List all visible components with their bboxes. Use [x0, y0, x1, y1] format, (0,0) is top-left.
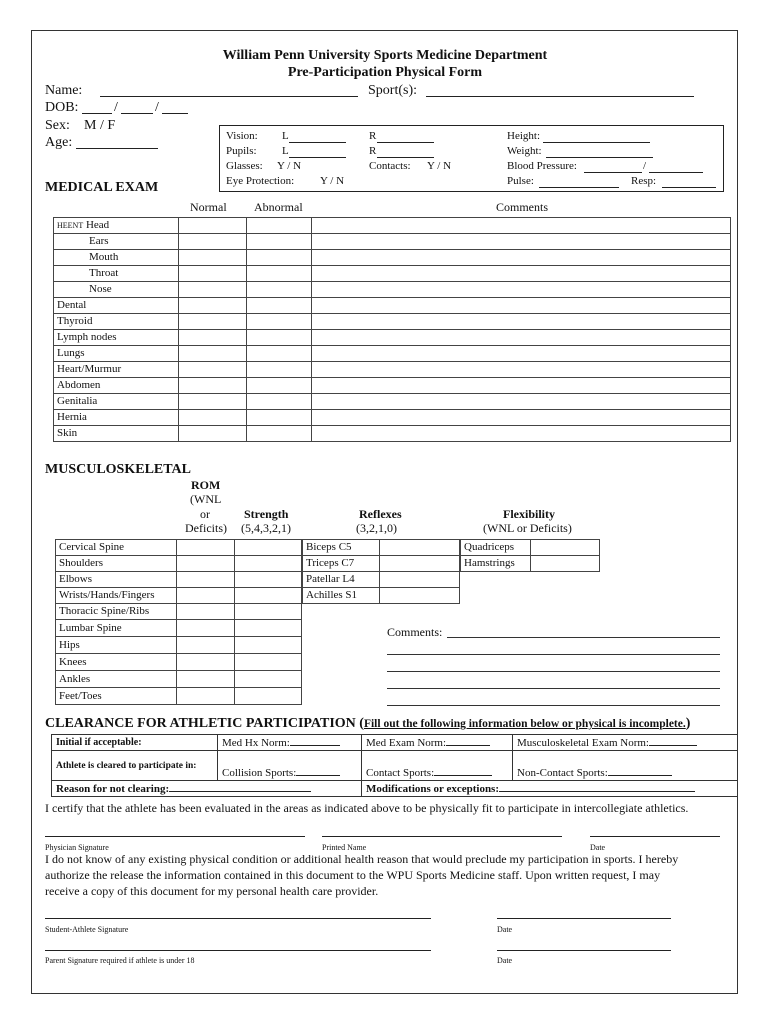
rom-head: ROM	[191, 478, 221, 492]
msk-exam-field[interactable]	[649, 736, 697, 746]
med-hx-label: Med Hx Norm:	[222, 737, 290, 749]
collision-sports[interactable]	[218, 751, 362, 781]
form-title-line2: Pre-Participation Physical Form	[287, 65, 483, 80]
reflex-cell[interactable]	[379, 588, 459, 604]
vision-right-field[interactable]	[377, 130, 434, 143]
table-row	[54, 378, 731, 394]
physician-sig-label: Physician Signature	[45, 843, 109, 852]
med-hx-norm[interactable]	[218, 735, 362, 751]
table-row	[56, 637, 302, 654]
exam-item-label: Abdomen	[57, 379, 101, 391]
non-contact-sports[interactable]	[513, 751, 738, 781]
reflex-head: Reflexes	[359, 507, 402, 521]
exam-normal-cell[interactable]	[179, 410, 247, 426]
pupils-label: Pupils:	[226, 145, 257, 157]
table-row	[56, 588, 302, 604]
table-row	[303, 556, 460, 572]
med-exam-norm[interactable]	[362, 735, 513, 751]
table-row	[54, 314, 731, 330]
rom-sub2: or	[200, 507, 210, 521]
contact-sports[interactable]	[362, 751, 513, 781]
strength-cell[interactable]	[235, 671, 302, 688]
pupils-right-label: R	[369, 145, 377, 157]
exam-normal-cell[interactable]	[179, 362, 247, 378]
exam-item-label: Head	[85, 219, 110, 231]
consent-line-3: receive a copy of this document for my personal health care provider.	[45, 884, 379, 898]
exam-normal-cell[interactable]	[179, 218, 247, 234]
med-hx-field[interactable]	[290, 736, 340, 746]
exam-comment-cell[interactable]	[312, 394, 731, 410]
exam-abnormal-cell[interactable]	[247, 426, 312, 442]
exam-item	[54, 410, 179, 426]
exam-abnormal-cell[interactable]	[247, 362, 312, 378]
exam-item-label: Thyroid	[57, 315, 93, 327]
flex-cell[interactable]	[530, 556, 599, 572]
pulse-label: Pulse:	[507, 175, 534, 187]
exam-normal-cell[interactable]	[179, 346, 247, 362]
student-date-label: Date	[497, 925, 513, 934]
parent-date-line[interactable]	[497, 950, 671, 951]
non-contact-label: Non-Contact Sports:	[517, 767, 608, 779]
vitals-box	[219, 125, 724, 192]
exam-comment-cell[interactable]	[312, 266, 731, 282]
physician-date-label: Date	[590, 843, 606, 852]
dob-day-field[interactable]	[121, 101, 153, 114]
table-row	[54, 330, 731, 346]
rom-sub1: (WNL	[190, 492, 222, 506]
table-row	[461, 556, 600, 572]
msk-comment-line-2[interactable]	[387, 654, 720, 655]
modifications-label: Modifications or exceptions:	[366, 783, 500, 795]
table-row	[56, 654, 302, 671]
table-row	[56, 688, 302, 705]
exam-normal-cell[interactable]	[179, 426, 247, 442]
rom-cell[interactable]	[176, 671, 235, 688]
printed-name-line[interactable]	[322, 836, 562, 837]
msk-title: MUSCULOSKELETAL	[45, 462, 191, 477]
msk-item-label: Thoracic Spine/Ribs	[56, 604, 177, 620]
dob-sep-1: /	[114, 100, 118, 115]
rom-cell[interactable]	[176, 620, 235, 637]
reflex-cell[interactable]	[379, 556, 459, 572]
reflex-label: Patellar L4	[303, 572, 380, 588]
rom-cell[interactable]	[176, 654, 235, 671]
parent-signature-line[interactable]	[45, 950, 431, 951]
exam-item	[54, 250, 179, 266]
vision-left-field[interactable]	[289, 130, 346, 143]
pupils-right-field[interactable]	[377, 145, 434, 158]
exam-item	[54, 394, 179, 410]
exam-item	[54, 330, 179, 346]
certify-text: I certify that the athlete has been evaluated in the areas as indicated above to be physically fit to participate in intercollegiate athletics.	[45, 801, 689, 815]
exam-abnormal-cell[interactable]	[247, 282, 312, 298]
clearance-title-close: )	[685, 716, 691, 731]
student-sig-label: Student-Athlete Signature	[45, 925, 129, 934]
collision-label: Collision Sports:	[222, 767, 297, 779]
exam-item-label: Throat	[89, 267, 119, 279]
age-field[interactable]	[76, 136, 158, 149]
exam-item-label: Dental	[57, 299, 87, 311]
name-field[interactable]	[100, 84, 358, 97]
exam-item	[54, 218, 179, 234]
col-comments: Comments	[496, 200, 549, 214]
exam-comment-cell[interactable]	[312, 298, 731, 314]
dob-sep-2: /	[155, 100, 159, 115]
consent-line-2: authorize the release the information contained in this document to the WPU Sports Medicine staff. Upon written request, I may	[45, 868, 661, 882]
msk-item-label: Wrists/Hands/Fingers	[56, 588, 177, 604]
msk-comment-line-3[interactable]	[387, 671, 720, 672]
msk-item-label: Shoulders	[56, 556, 177, 572]
glasses-label: Glasses:	[226, 160, 263, 172]
flex-cell[interactable]	[530, 540, 599, 556]
cleared-label: Athlete is cleared to participate in:	[52, 751, 218, 781]
table-row	[56, 572, 302, 588]
modifications-field[interactable]	[499, 782, 695, 792]
reflex-cell[interactable]	[379, 572, 459, 588]
clearance-note: Fill out the following information below or physical is incomplete.	[363, 718, 686, 730]
exam-normal-cell[interactable]	[179, 234, 247, 250]
reason-not-clearing[interactable]	[52, 781, 362, 797]
vision-label: Vision:	[226, 130, 258, 142]
strength-cell[interactable]	[235, 637, 302, 654]
table-row	[56, 540, 302, 556]
reflex-label: Triceps C7	[303, 556, 380, 572]
resp-label: Resp:	[631, 175, 657, 187]
strength-cell[interactable]	[235, 604, 302, 620]
rom-cell[interactable]	[176, 572, 235, 588]
dob-year-field[interactable]	[162, 101, 188, 114]
name-label: Name:	[45, 83, 83, 98]
exam-abnormal-cell[interactable]	[247, 298, 312, 314]
printed-name-label: Printed Name	[322, 843, 367, 852]
exam-item-label: Ears	[89, 235, 109, 247]
exam-item	[54, 426, 179, 442]
reason-field[interactable]	[169, 782, 311, 792]
exam-comment-cell[interactable]	[312, 250, 731, 266]
msk-item-label: Feet/Toes	[56, 688, 177, 705]
height-field[interactable]	[543, 130, 650, 143]
exam-abnormal-cell[interactable]	[247, 346, 312, 362]
exam-abnormal-cell[interactable]	[247, 218, 312, 234]
exam-normal-cell[interactable]	[179, 378, 247, 394]
sex-options[interactable]: M / F	[84, 118, 116, 133]
vision-right-label: R	[369, 130, 377, 142]
exam-item-label: Lymph nodes	[57, 331, 117, 343]
col-normal: Normal	[190, 200, 227, 214]
parent-date-label: Date	[497, 956, 513, 965]
msk-item-label: Cervical Spine	[56, 540, 177, 556]
reflex-sub: (3,2,1,0)	[356, 521, 397, 535]
table-row	[54, 394, 731, 410]
contacts-label: Contacts:	[369, 160, 411, 172]
exam-abnormal-cell[interactable]	[247, 234, 312, 250]
exam-item-label: Genitalia	[57, 395, 98, 407]
med-exam-label: Med Exam Norm:	[366, 737, 447, 749]
exam-abnormal-cell[interactable]	[247, 314, 312, 330]
exam-normal-cell[interactable]	[179, 282, 247, 298]
msk-comments-label: Comments:	[387, 625, 443, 639]
form-title-line1: William Penn University Sports Medicine Department	[222, 48, 548, 63]
contacts-options[interactable]: Y / N	[427, 160, 452, 172]
exam-abnormal-cell[interactable]	[247, 378, 312, 394]
exam-normal-cell[interactable]	[179, 298, 247, 314]
col-abnormal: Abnormal	[254, 200, 303, 214]
non-contact-field[interactable]	[608, 766, 672, 776]
strength-head: Strength	[244, 507, 289, 521]
strength-cell[interactable]	[235, 620, 302, 637]
exam-normal-cell[interactable]	[179, 250, 247, 266]
parent-sig-label: Parent Signature required if athlete is under 18	[45, 956, 195, 965]
table-row	[56, 620, 302, 637]
clearance-title	[45, 716, 690, 732]
rom-cell[interactable]	[176, 540, 235, 556]
reflex-table	[302, 539, 460, 604]
strength-sub: (5,4,3,2,1)	[241, 521, 291, 535]
age-label: Age:	[45, 135, 73, 150]
contact-label: Contact Sports:	[366, 767, 435, 779]
medical-exam-title: MEDICAL EXAM	[45, 180, 159, 195]
table-row	[54, 426, 731, 442]
rom-cell[interactable]	[176, 637, 235, 654]
exam-abnormal-cell[interactable]	[247, 394, 312, 410]
weight-field[interactable]	[546, 145, 653, 158]
exam-item-label: Mouth	[89, 251, 119, 263]
table-row	[54, 298, 731, 314]
reason-label: Reason for not clearing:	[56, 783, 170, 795]
msk-exam-label: Musculoskeletal Exam Norm:	[517, 737, 649, 749]
table-row	[54, 410, 731, 426]
exam-item-label: Skin	[57, 427, 78, 439]
table-row	[54, 250, 731, 266]
clearance-table	[51, 734, 738, 797]
bp-label: Blood Pressure:	[507, 160, 577, 172]
table-row	[54, 362, 731, 378]
table-row	[54, 218, 731, 234]
table-row	[303, 572, 460, 588]
table-row	[303, 540, 460, 556]
eye-protection-label: Eye Protection:	[226, 175, 295, 187]
exam-comment-cell[interactable]	[312, 314, 731, 330]
sport-field[interactable]	[426, 84, 694, 97]
modifications[interactable]	[362, 781, 738, 797]
table-row	[56, 556, 302, 572]
exam-normal-cell[interactable]	[179, 394, 247, 410]
glasses-options[interactable]: Y / N	[277, 160, 302, 172]
msk-item-label: Lumbar Spine	[56, 620, 177, 637]
table-row	[54, 346, 731, 362]
rom-cell[interactable]	[176, 556, 235, 572]
dob-label: DOB:	[45, 100, 79, 115]
bp-diastolic-field[interactable]	[649, 160, 703, 173]
flex-label: Quadriceps	[461, 540, 531, 556]
exam-abnormal-cell[interactable]	[247, 330, 312, 346]
exam-item	[54, 378, 179, 394]
weight-label: Weight:	[507, 145, 542, 157]
table-row	[303, 588, 460, 604]
msk-comment-line-5[interactable]	[387, 705, 720, 706]
exam-comment-cell[interactable]	[312, 346, 731, 362]
dob-month-field[interactable]	[82, 101, 112, 114]
msk-table	[55, 539, 302, 705]
initial-label: Initial if acceptable:	[52, 735, 218, 751]
rom-cell[interactable]	[176, 688, 235, 705]
exam-comment-cell[interactable]	[312, 330, 731, 346]
exam-item	[54, 234, 179, 250]
exam-item-label: Nose	[89, 283, 112, 295]
medical-exam-table	[53, 217, 731, 442]
student-date-line[interactable]	[497, 918, 671, 919]
physician-date-line[interactable]	[590, 836, 720, 837]
exam-abnormal-cell[interactable]	[247, 250, 312, 266]
clearance-title-text: CLEARANCE FOR ATHLETIC PARTICIPATION (	[45, 716, 364, 731]
reflex-cell[interactable]	[379, 540, 459, 556]
msk-item-label: Ankles	[56, 671, 177, 688]
resp-field[interactable]	[662, 175, 716, 188]
strength-cell[interactable]	[235, 688, 302, 705]
med-exam-field[interactable]	[446, 736, 490, 746]
exam-abnormal-cell[interactable]	[247, 266, 312, 282]
exam-item	[54, 362, 179, 378]
strength-cell[interactable]	[235, 556, 302, 572]
strength-cell[interactable]	[235, 654, 302, 671]
exam-item	[54, 266, 179, 282]
exam-item	[54, 346, 179, 362]
exam-comment-cell[interactable]	[312, 410, 731, 426]
msk-comment-line-4[interactable]	[387, 688, 720, 689]
sex-label: Sex:	[45, 118, 70, 133]
msk-item-label: Elbows	[56, 572, 177, 588]
vision-left-label: L	[282, 130, 289, 142]
exam-comment-cell[interactable]	[312, 234, 731, 250]
exam-comment-cell[interactable]	[312, 362, 731, 378]
table-row	[461, 540, 600, 556]
bp-systolic-field[interactable]	[584, 160, 642, 173]
flex-label: Hamstrings	[461, 556, 531, 572]
exam-comment-cell[interactable]	[312, 426, 731, 442]
table-row	[54, 234, 731, 250]
contact-field[interactable]	[434, 766, 492, 776]
exam-normal-cell[interactable]	[179, 314, 247, 330]
heent-prefix: HEENT	[57, 221, 84, 230]
eye-protection-options[interactable]: Y / N	[320, 175, 345, 187]
table-row	[54, 282, 731, 298]
exam-comment-cell[interactable]	[312, 218, 731, 234]
msk-item-label: Knees	[56, 654, 177, 671]
bp-sep: /	[643, 160, 647, 172]
exam-item-label: Hernia	[57, 411, 87, 423]
exam-item	[54, 282, 179, 298]
exam-item	[54, 298, 179, 314]
msk-item-label: Hips	[56, 637, 177, 654]
flex-table	[460, 539, 600, 572]
strength-cell[interactable]	[235, 572, 302, 588]
rom-cell[interactable]	[176, 588, 235, 604]
height-label: Height:	[507, 130, 540, 142]
reflex-label: Achilles S1	[303, 588, 380, 604]
rom-sub3: Deficits)	[185, 521, 227, 535]
consent-line-1: I do not know of any existing physical condition or additional health reason that would preclude my participation in sports. I hereby	[45, 852, 679, 866]
table-row	[56, 604, 302, 620]
reflex-label: Biceps C5	[303, 540, 380, 556]
pupils-left-label: L	[282, 145, 289, 157]
table-row	[56, 671, 302, 688]
exam-normal-cell[interactable]	[179, 330, 247, 346]
exam-abnormal-cell[interactable]	[247, 410, 312, 426]
exam-item-label: Heart/Murmur	[57, 363, 122, 375]
exam-normal-cell[interactable]	[179, 266, 247, 282]
sport-label: Sport(s):	[368, 83, 417, 98]
exam-comment-cell[interactable]	[312, 282, 731, 298]
physician-signature-line[interactable]	[45, 836, 305, 837]
strength-cell[interactable]	[235, 588, 302, 604]
table-row	[54, 266, 731, 282]
msk-comment-line-1[interactable]	[447, 637, 720, 638]
flex-head: Flexibility	[503, 507, 555, 521]
pupils-left-field[interactable]	[289, 145, 346, 158]
msk-exam-norm[interactable]	[513, 735, 738, 751]
pulse-field[interactable]	[539, 175, 619, 188]
rom-cell[interactable]	[176, 604, 235, 620]
exam-item-label: Lungs	[57, 347, 85, 359]
flex-sub: (WNL or Deficits)	[483, 521, 572, 535]
collision-field[interactable]	[296, 766, 340, 776]
strength-cell[interactable]	[235, 540, 302, 556]
student-signature-line[interactable]	[45, 918, 431, 919]
exam-item	[54, 314, 179, 330]
exam-comment-cell[interactable]	[312, 378, 731, 394]
